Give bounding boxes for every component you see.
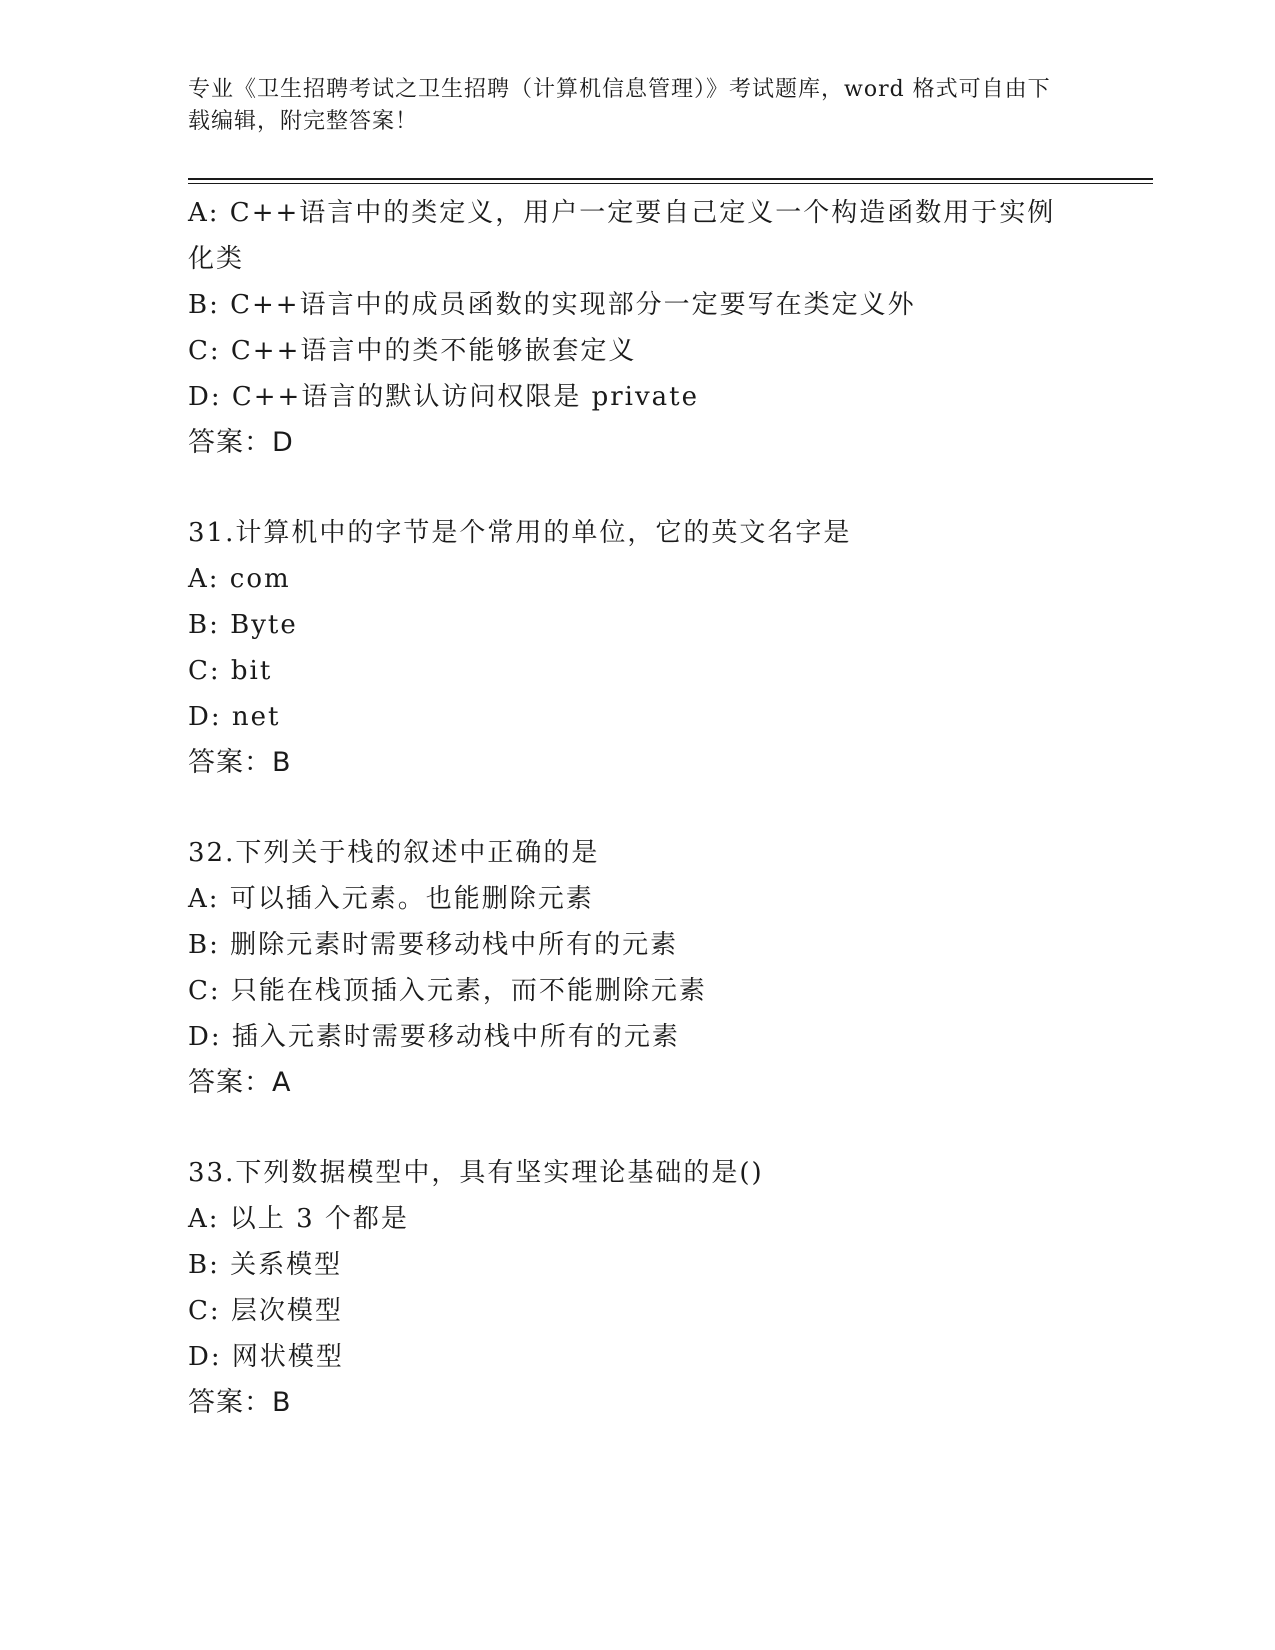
option-c: C: 只能在栈顶插入元素，而不能删除元素 (188, 976, 707, 1006)
option-b: B: 关系模型 (188, 1250, 343, 1280)
answer-text: 答案：A (188, 1067, 292, 1098)
option-a: A: 可以插入元素。也能删除元素 (188, 884, 594, 914)
answer-text: 答案：B (188, 747, 292, 778)
question-spacer (188, 786, 1088, 830)
question-stem: 31.计算机中的字节是个常用的单位，它的英文名字是 (188, 518, 852, 548)
option-c: C: 层次模型 (188, 1296, 343, 1326)
question-spacer (188, 466, 1088, 510)
question-stem: 32.下列关于栈的叙述中正确的是 (188, 838, 600, 868)
option-d: D: C++语言的默认访问权限是 private (188, 382, 700, 412)
answer-text: 答案：B (188, 1387, 292, 1418)
option-a: A: 以上 3 个都是 (188, 1204, 409, 1234)
question-block (188, 190, 1088, 466)
option-c: C: C++语言中的类不能够嵌套定义 (188, 336, 637, 366)
option-c: C: bit (188, 656, 273, 686)
option-a: A: com (188, 564, 291, 594)
question-list (188, 190, 1088, 1426)
option-b: B: 删除元素时需要移动栈中所有的元素 (188, 930, 679, 960)
question-block (188, 830, 1088, 1106)
option-a: A: C++语言中的类定义，用户一定要自己定义一个构造函数用于实例化类 (188, 198, 1056, 274)
answer-text: 答案：D (188, 427, 294, 458)
option-b: B: C++语言中的成员函数的实现部分一定要写在类定义外 (188, 290, 916, 320)
header-divider-thin (188, 183, 1153, 184)
question-block (188, 1150, 1088, 1426)
option-d: D: 网状模型 (188, 1342, 344, 1372)
question-stem: 33.下列数据模型中，具有坚实理论基础的是() (188, 1158, 764, 1188)
option-b: B: Byte (188, 610, 298, 640)
option-d: D: net (188, 702, 281, 732)
question-spacer (188, 1106, 1088, 1150)
option-d: D: 插入元素时需要移动栈中所有的元素 (188, 1022, 680, 1052)
question-block (188, 510, 1088, 786)
header-divider-thick (188, 178, 1153, 180)
document-header: 专业《卫生招聘考试之卫生招聘（计算机信息管理）》考试题库，word 格式可自由下载编辑，附完整答案！ (188, 77, 1051, 134)
